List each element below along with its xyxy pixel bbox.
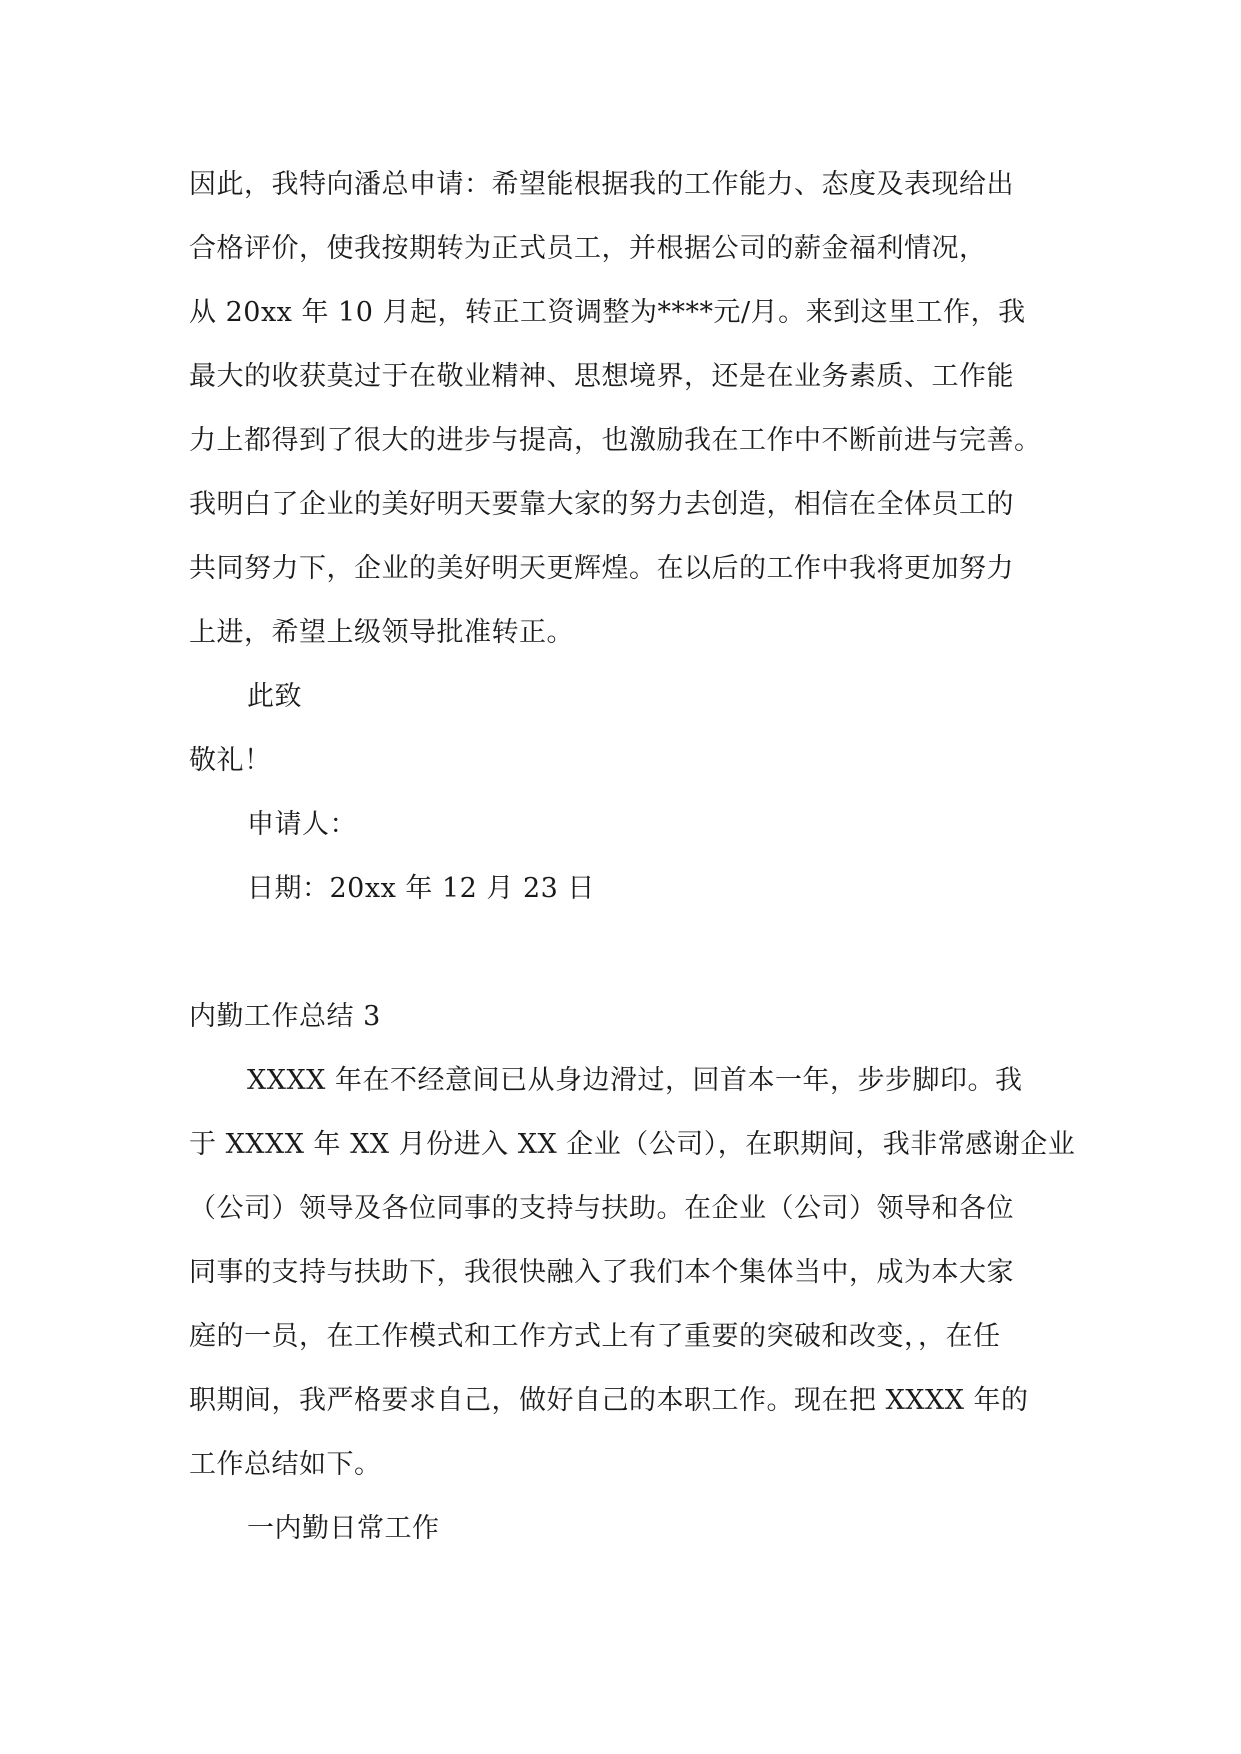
paragraph-line: 上进，希望上级领导批准转正。 xyxy=(189,617,574,648)
applicant-label: 申请人： xyxy=(247,809,357,840)
paragraph-line: 力上都得到了很大的进步与提高，也激励我在工作中不断前进与完善。 xyxy=(189,425,1042,456)
paragraph-line: 合格评价，使我按期转为正式员工，并根据公司的薪金福利情况， xyxy=(189,233,987,264)
paragraph-line: 庭的一员，在工作模式和工作方式上有了重要的突破和改变，，在任 xyxy=(189,1321,1001,1352)
subheading: 一内勤日常工作 xyxy=(247,1513,440,1544)
paragraph-line: 同事的支持与扶助下，我很快融入了我们本个集体当中，成为本大家 xyxy=(189,1257,1014,1288)
paragraph-line: 我明白了企业的美好明天要靠大家的努力去创造，相信在全体员工的 xyxy=(189,489,1014,520)
paragraph-line: 共同努力下，企业的美好明天更辉煌。在以后的工作中我将更加努力 xyxy=(189,553,1014,584)
paragraph-line: 职期间，我严格要求自己，做好自己的本职工作。现在把 XXXX 年的 xyxy=(189,1385,1029,1416)
date-text: 日期：20xx 年 12 月 23 日 xyxy=(247,873,595,904)
paragraph-line: 因此，我特向潘总申请：希望能根据我的工作能力、态度及表现给出 xyxy=(189,169,1014,200)
paragraph-line: （公司）领导及各位同事的支持与扶助。在企业（公司）领导和各位 xyxy=(189,1193,1014,1224)
paragraph-line: 从 20xx 年 10 月起，转正工资调整为****元/月。来到这里工作，我 xyxy=(189,297,1026,328)
salute-text: 敬礼！ xyxy=(189,745,272,776)
closing-text: 此致 xyxy=(247,681,302,712)
paragraph-line: 工作总结如下。 xyxy=(189,1449,382,1480)
paragraph-line: XXXX 年在不经意间已从身边滑过，回首本一年，步步脚印。我 xyxy=(247,1065,1023,1096)
paragraph-line: 最大的收获莫过于在敬业精神、思想境界，还是在业务素质、工作能 xyxy=(189,361,1014,392)
section-title: 内勤工作总结 3 xyxy=(189,1001,381,1032)
paragraph-line: 于 XXXX 年 XX 月份进入 XX 企业（公司），在职期间，我非常感谢企业 xyxy=(189,1129,1076,1160)
